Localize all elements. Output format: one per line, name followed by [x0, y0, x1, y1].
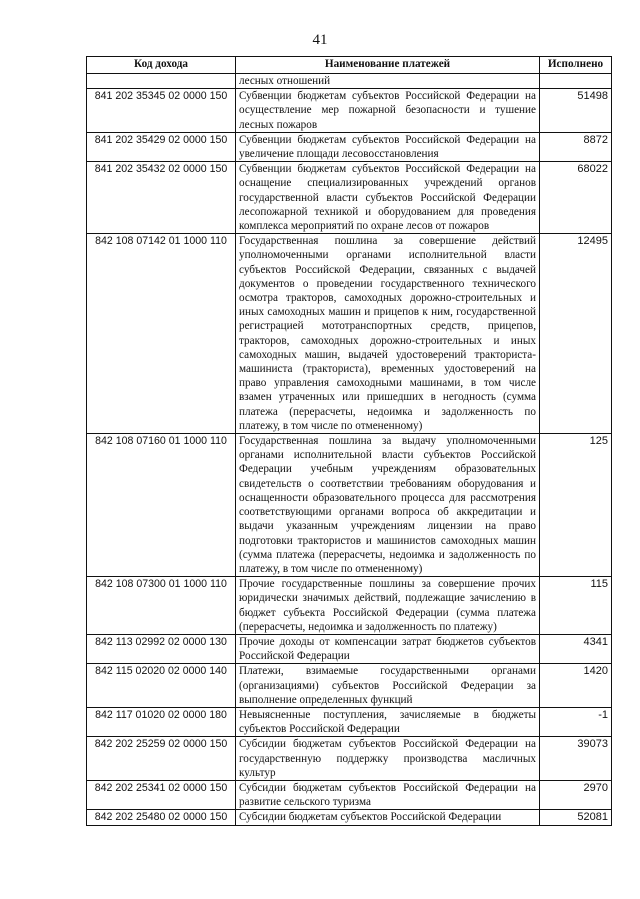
cell-name: Субвенции бюджетам субъектов Российской Федерации на оснащение специализированных учреждений органов государственной власти субъектов Российской Федерации лесопожарной техникой и оборудованием для проведения комплекса мероприятий по охране лесов от пожаров: [236, 162, 540, 234]
table-row: [87, 434, 612, 577]
cell-code: 841 202 35429 02 0000 150: [87, 132, 236, 161]
table-row: [87, 634, 612, 663]
revenue-table: [86, 56, 612, 826]
cell-code: 842 202 25341 02 0000 150: [87, 780, 236, 809]
cell-code: 842 115 02020 02 0000 140: [87, 664, 236, 708]
cell-code: [87, 74, 236, 89]
cell-done: 1420: [540, 664, 612, 708]
header-code: Код дохода: [87, 57, 236, 74]
cell-name: лесных отношений: [236, 74, 540, 89]
cell-code: 842 113 02992 02 0000 130: [87, 634, 236, 663]
cell-code: 841 202 35432 02 0000 150: [87, 162, 236, 234]
cell-name: Субсидии бюджетам субъектов Российской Федерации на развитие сельского туризма: [236, 780, 540, 809]
table-row: [87, 74, 612, 89]
table-row: [87, 132, 612, 161]
page-number: 41: [312, 32, 328, 48]
cell-code: 842 108 07160 01 1000 110: [87, 434, 236, 577]
cell-done: 4341: [540, 634, 612, 663]
cell-done: 8872: [540, 132, 612, 161]
cell-name: Прочие доходы от компенсации затрат бюджетов субъектов Российской Федерации: [236, 634, 540, 663]
cell-name: Невыясненные поступления, зачисляемые в бюджеты субъектов Российской Федерации: [236, 707, 540, 736]
cell-code: 842 202 25480 02 0000 150: [87, 810, 236, 825]
table-row: [87, 707, 612, 736]
header-done: Исполнено: [540, 57, 612, 74]
cell-done: 115: [540, 577, 612, 635]
cell-name: Субвенции бюджетам субъектов Российской Федерации на увеличение площади лесовосстановления: [236, 132, 540, 161]
cell-done: 52081: [540, 810, 612, 825]
cell-name: Субвенции бюджетам субъектов Российской Федерации на осуществление мер пожарной безопасности и тушение лесных пожаров: [236, 89, 540, 133]
table-row: [87, 162, 612, 234]
cell-done: 12495: [540, 234, 612, 434]
cell-code: 842 108 07300 01 1000 110: [87, 577, 236, 635]
cell-code: 842 117 01020 02 0000 180: [87, 707, 236, 736]
table-row: [87, 89, 612, 133]
cell-done: 68022: [540, 162, 612, 234]
table-row: [87, 780, 612, 809]
cell-name: Субсидии бюджетам субъектов Российской Федерации на государственную поддержку производства масличных культур: [236, 737, 540, 781]
cell-code: 841 202 35345 02 0000 150: [87, 89, 236, 133]
cell-done: 2970: [540, 780, 612, 809]
table-row: [87, 577, 612, 635]
table-row: [87, 234, 612, 434]
cell-done: 51498: [540, 89, 612, 133]
cell-done: -1: [540, 707, 612, 736]
cell-done: [540, 74, 612, 89]
cell-name: Государственная пошлина за выдачу уполномоченными органами исполнительной власти субъектов Российской Федерации учебным учреждениям образовательных свидетельств о соответствии требованиям оборудования и оснащенности образовательного процесса для рассмотрения соответствующими органами вопроса об аккредитации и выдачи указанным учреждениям лицензии на право подготовки трактористов и машинистов самоходных машин (сумма платежа (перерасчеты, недоимка и задолженность по платежу, в том числе по отмененному): [236, 434, 540, 577]
cell-name: Государственная пошлина за совершение действий уполномоченными органами исполнительной власти субъектов Российской Федерации, связанных с выдачей документов о проведении государственного технического осмотра тракторов, самоходных дорожно-строительных и иных самоходных машин и прицепов к ним, государственной регистрацией мототранспортных средств, прицепов, тракторов, самоходных дорожно-строительных и иных самоходных машин, выдачей удостоверений тракториста-машиниста (тракториста), временных удостоверений на право управления самоходными машинами, в том числе взамен утраченных или пришедших в негодность (сумма платежа (перерасчеты, недоимка и задолженность по платежу, в том числе по отмененному): [236, 234, 540, 434]
cell-name: Платежи, взимаемые государственными органами (организациями) субъектов Российской Федерации за выполнение определенных функций: [236, 664, 540, 708]
table-header-row: [87, 57, 612, 74]
cell-code: 842 108 07142 01 1000 110: [87, 234, 236, 434]
cell-name: Прочие государственные пошлины за совершение прочих юридически значимых действий, подлежащие зачислению в бюджет субъекта Российской Федерации (сумма платежа (перерасчеты, недоимка и задолженность по платежу): [236, 577, 540, 635]
table-row: [87, 664, 612, 708]
cell-done: 125: [540, 434, 612, 577]
header-name: Наименование платежей: [236, 57, 540, 74]
cell-code: 842 202 25259 02 0000 150: [87, 737, 236, 781]
table-row: [87, 810, 612, 825]
cell-name: Субсидии бюджетам субъектов Российской Федерации: [236, 810, 540, 825]
cell-done: 39073: [540, 737, 612, 781]
table-row: [87, 737, 612, 781]
